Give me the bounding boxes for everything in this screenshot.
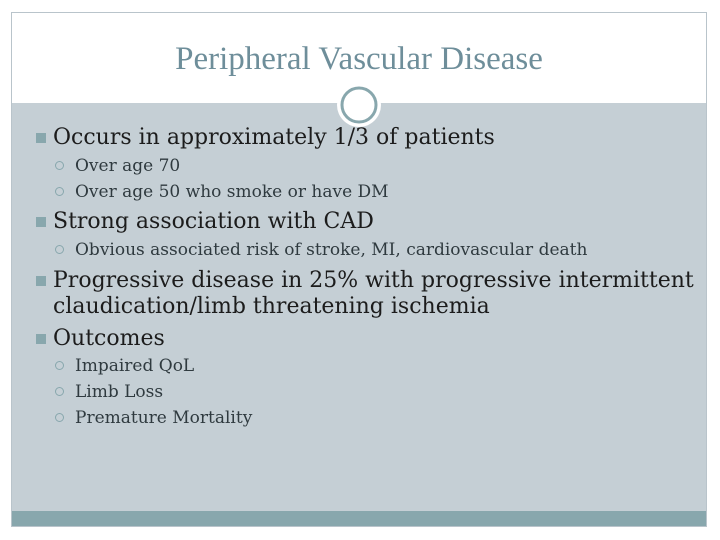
footer-bar bbox=[12, 511, 706, 526]
circle-bullet-icon bbox=[55, 161, 64, 170]
square-bullet-icon bbox=[36, 217, 46, 227]
sub-bullet-text: Over age 50 who smoke or have DM bbox=[75, 182, 389, 202]
bullet-text: Occurs in approximately 1/3 of patients bbox=[53, 125, 495, 150]
sub-bullet-text: Over age 70 bbox=[75, 156, 181, 176]
square-bullet-icon bbox=[36, 133, 46, 143]
sub-bullet-text: Obvious associated risk of stroke, MI, cardiovascular death bbox=[75, 240, 588, 260]
slide-frame bbox=[11, 12, 707, 527]
circle-bullet-icon bbox=[55, 361, 64, 370]
bullet-text: claudication/limb threatening ischemia bbox=[53, 294, 490, 319]
circle-bullet-icon bbox=[55, 245, 64, 254]
sub-bullet-text: Premature Mortality bbox=[75, 408, 253, 428]
sub-bullet-text: Impaired QoL bbox=[75, 356, 195, 376]
circle-bullet-icon bbox=[55, 387, 64, 396]
bullet-text: Progressive disease in 25% with progressive intermittent bbox=[53, 268, 694, 293]
square-bullet-icon bbox=[36, 276, 46, 286]
slide-title: Peripheral Vascular Disease bbox=[175, 41, 543, 77]
sub-bullet-text: Limb Loss bbox=[75, 382, 164, 402]
bullet-text: Outcomes bbox=[53, 326, 165, 351]
square-bullet-icon bbox=[36, 334, 46, 344]
bullet-text: Strong association with CAD bbox=[53, 209, 374, 234]
ring-ornament-icon bbox=[334, 80, 384, 130]
circle-bullet-icon bbox=[55, 187, 64, 196]
circle-bullet-icon bbox=[55, 413, 64, 422]
